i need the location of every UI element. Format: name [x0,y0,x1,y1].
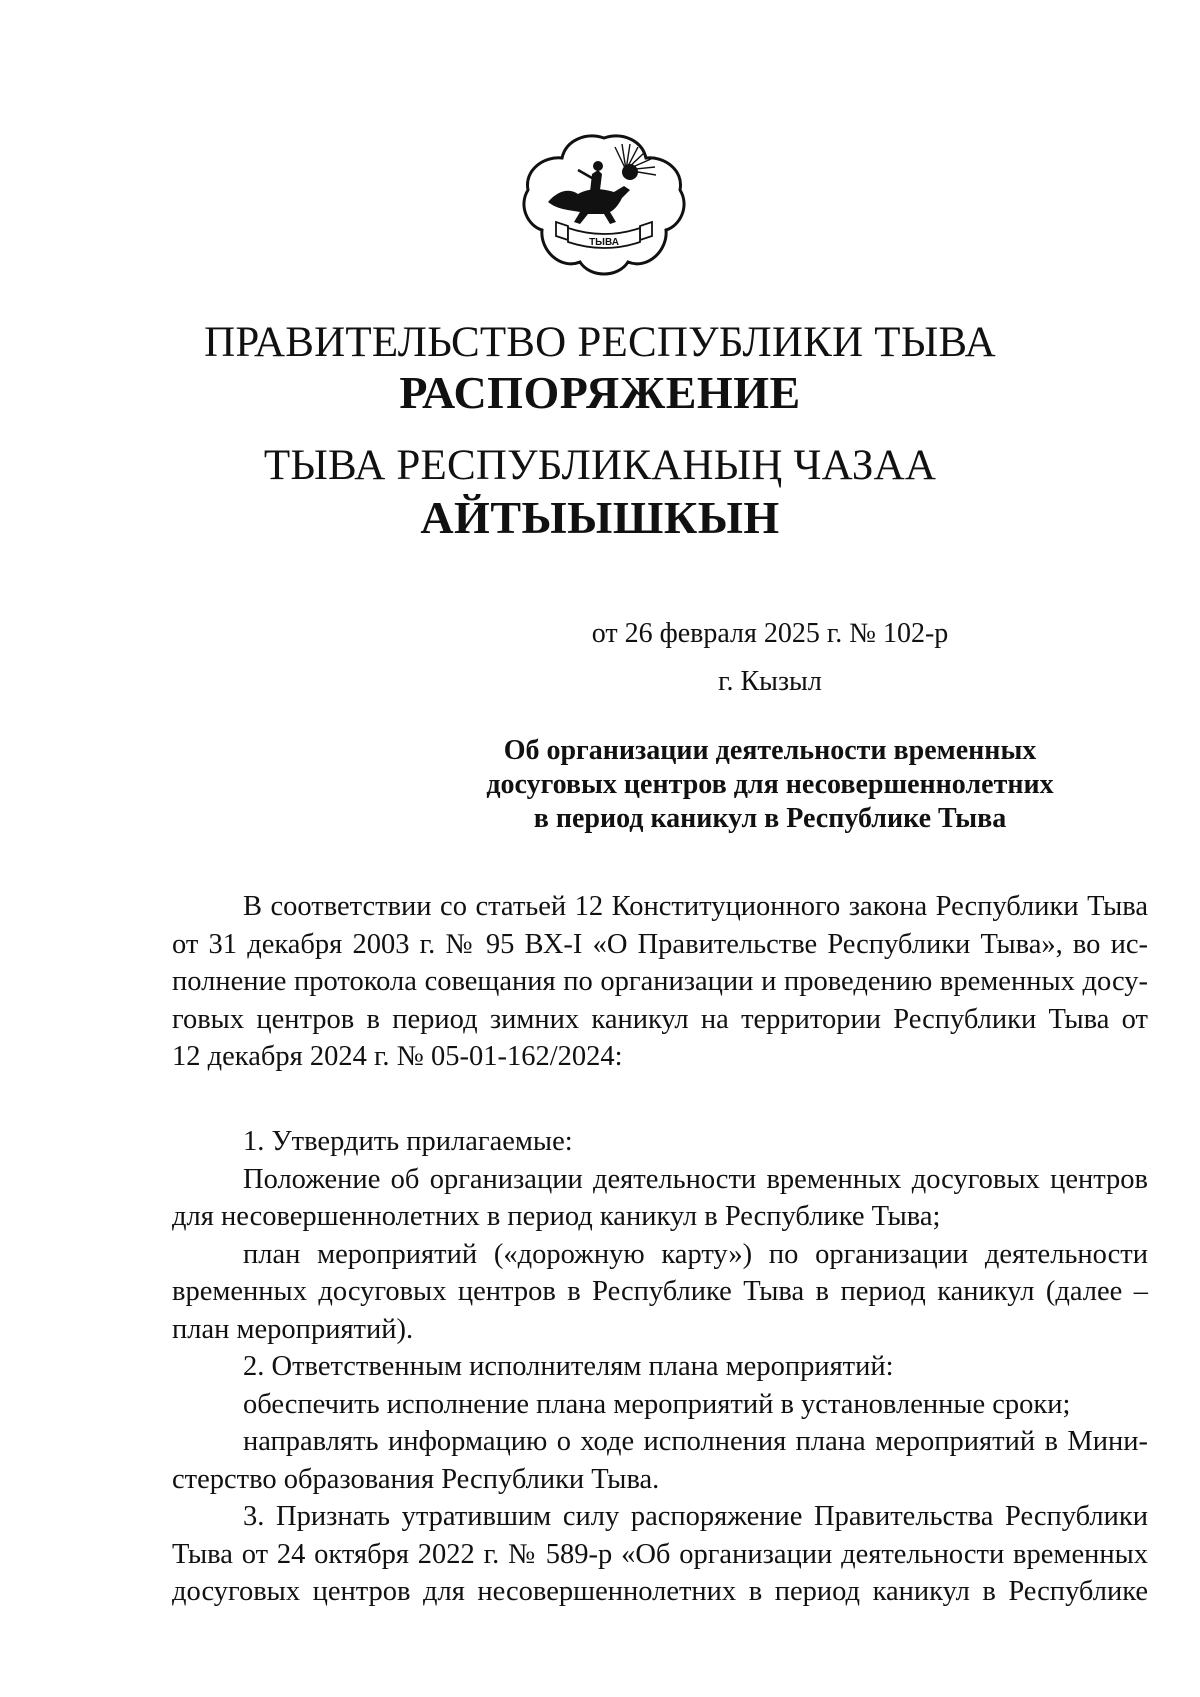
preamble-line: говых центров в период зимних каникул на территории Республики Тыва от [172,1003,1148,1035]
item-2-b-line: стерство образования Республики Тыва. [172,1463,660,1495]
item-1-b-line: временных досуговых центров в Республике Тыва в период каникул (далее – [172,1276,1148,1307]
item-1-b-line: план мероприятий («дорожную карту») по организации деятельности [243,1238,1148,1270]
title-line: в период каникул в Республике Тыва [533,803,1007,834]
svg-text:ТЫВА: ТЫВА [589,237,619,248]
item-1-a-line: для несовершеннолетних в период каникул в Республике Тыва; [172,1201,941,1232]
title-line: Об организации деятельности временных [503,735,1037,766]
government-heading-tyv: ТЫВА РЕСПУБЛИКАНЫҢ ЧАЗАА [263,442,937,489]
item-2-heading: 2. Ответственным исполнителям плана мероприятий: [243,1351,894,1382]
item-3-line: Тыва от 24 октября 2022 г. № 589-р «Об организации деятельности временных [172,1538,1148,1570]
item-3-line: 3. Признать утратившим силу распоряжение Правительства Республики [243,1501,1148,1532]
preamble-paragraph [172,888,1148,1076]
government-heading-ru: ПРАВИТЕЛЬСТВО РЕСПУБЛИКИ ТЫВА [204,319,996,366]
title-line: досуговых центров для несовершеннолетних [486,769,1054,800]
preamble-line: от 31 декабря 2003 г. № 95 ВХ-I «О Правительстве Республики Тыва», во ис- [172,928,1148,960]
document-type-ru: РАСПОРЯЖЕНИЕ [399,367,801,418]
item-1-a-line: Положение об организации деятельности временных досуговых центров [243,1163,1148,1195]
document-title [170,734,1200,836]
item-1-heading: 1. Утвердить прилагаемые: [243,1126,573,1157]
preamble-line: 12 декабря 2024 г. № 05-01-162/2024: [172,1041,623,1072]
document-city: г. Кызыл [718,666,822,697]
emblem-icon [518,130,690,278]
item-2-b-line: направлять информацию о ходе исполнения плана мероприятий в Мини- [243,1426,1148,1457]
item-1-b-line: план мероприятий). [172,1313,414,1345]
document-date-number: от 26 февраля 2025 г. № 102-р [591,618,949,649]
preamble-line: В соответствии со статьей 12 Конституционного закона Республики Тыва [243,891,1148,922]
item-2-a: обеспечить исполнение плана мероприятий в установленные сроки; [243,1388,1071,1420]
item-3-line: досуговых центров для несовершеннолетних в период каникул в Республике [172,1576,1148,1607]
coat-of-arms-emblem [518,130,690,278]
resolution-items [172,1123,1148,1611]
document-type-tyv: АЙТЫЫШКЫН [420,492,780,543]
preamble-line: полнение протокола совещания по организации и проведению временных досу- [172,966,1148,997]
